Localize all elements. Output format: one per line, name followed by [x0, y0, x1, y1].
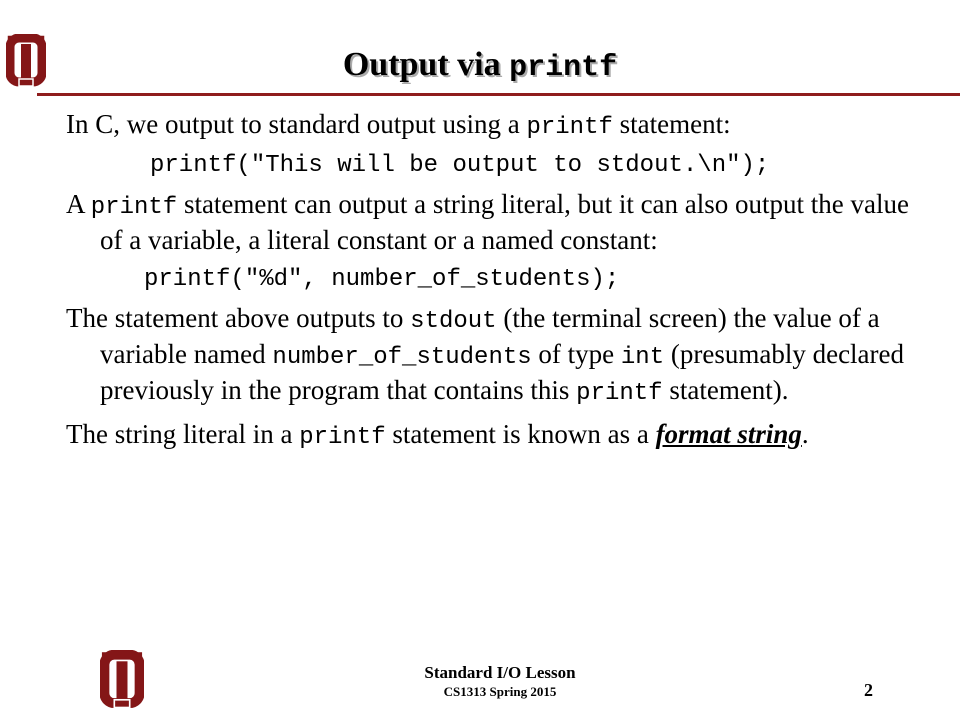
footer-lesson: Standard I/O Lesson: [424, 663, 576, 682]
inline-code: int: [620, 344, 665, 371]
title-code: printf: [509, 51, 618, 85]
text: statement).: [662, 375, 789, 405]
footer: [380, 663, 620, 701]
paragraph-1: [66, 108, 926, 144]
text: A: [66, 189, 91, 219]
paragraph-2: [66, 188, 926, 256]
code-example-2: printf("%d", number_of_students);: [144, 266, 620, 293]
slide-body: [66, 108, 926, 462]
slide-title: [0, 46, 960, 85]
inline-code: stdout: [410, 308, 497, 335]
text: .: [801, 419, 809, 449]
paragraph-3: [66, 302, 926, 410]
title-rule: [37, 93, 960, 96]
inline-code: printf: [576, 380, 663, 407]
text: statement:: [612, 109, 731, 139]
page-number: 2: [864, 680, 873, 700]
inline-code: printf: [299, 424, 386, 451]
inline-code: printf: [526, 114, 613, 141]
paragraph-4: [66, 418, 926, 454]
code-example-1: printf("This will be output to stdout.\n");: [150, 152, 770, 179]
text: statement is known as a: [385, 419, 656, 449]
inline-code: printf: [90, 194, 178, 221]
text: (the terminal screen) the value of a variable named: [100, 303, 880, 369]
text: (presumably declared previously in the program that contains this: [100, 339, 905, 405]
footer-course: CS1313 Spring 2015: [443, 684, 557, 699]
inline-code: number_of_students: [272, 344, 532, 371]
text: statement can output a string literal, but it can also output the value of a variable, a literal constant or a named constant:: [100, 189, 909, 255]
title-text: Output via: [342, 46, 510, 83]
text: In C, we output to standard output using a: [66, 109, 527, 139]
text: The statement above outputs to: [66, 303, 411, 333]
ou-logo-svg: [100, 650, 144, 710]
ou-logo-icon: [100, 650, 144, 710]
format-string-term: format string: [655, 419, 802, 449]
text: The string literal in a: [66, 419, 300, 449]
text: of type: [531, 339, 621, 369]
